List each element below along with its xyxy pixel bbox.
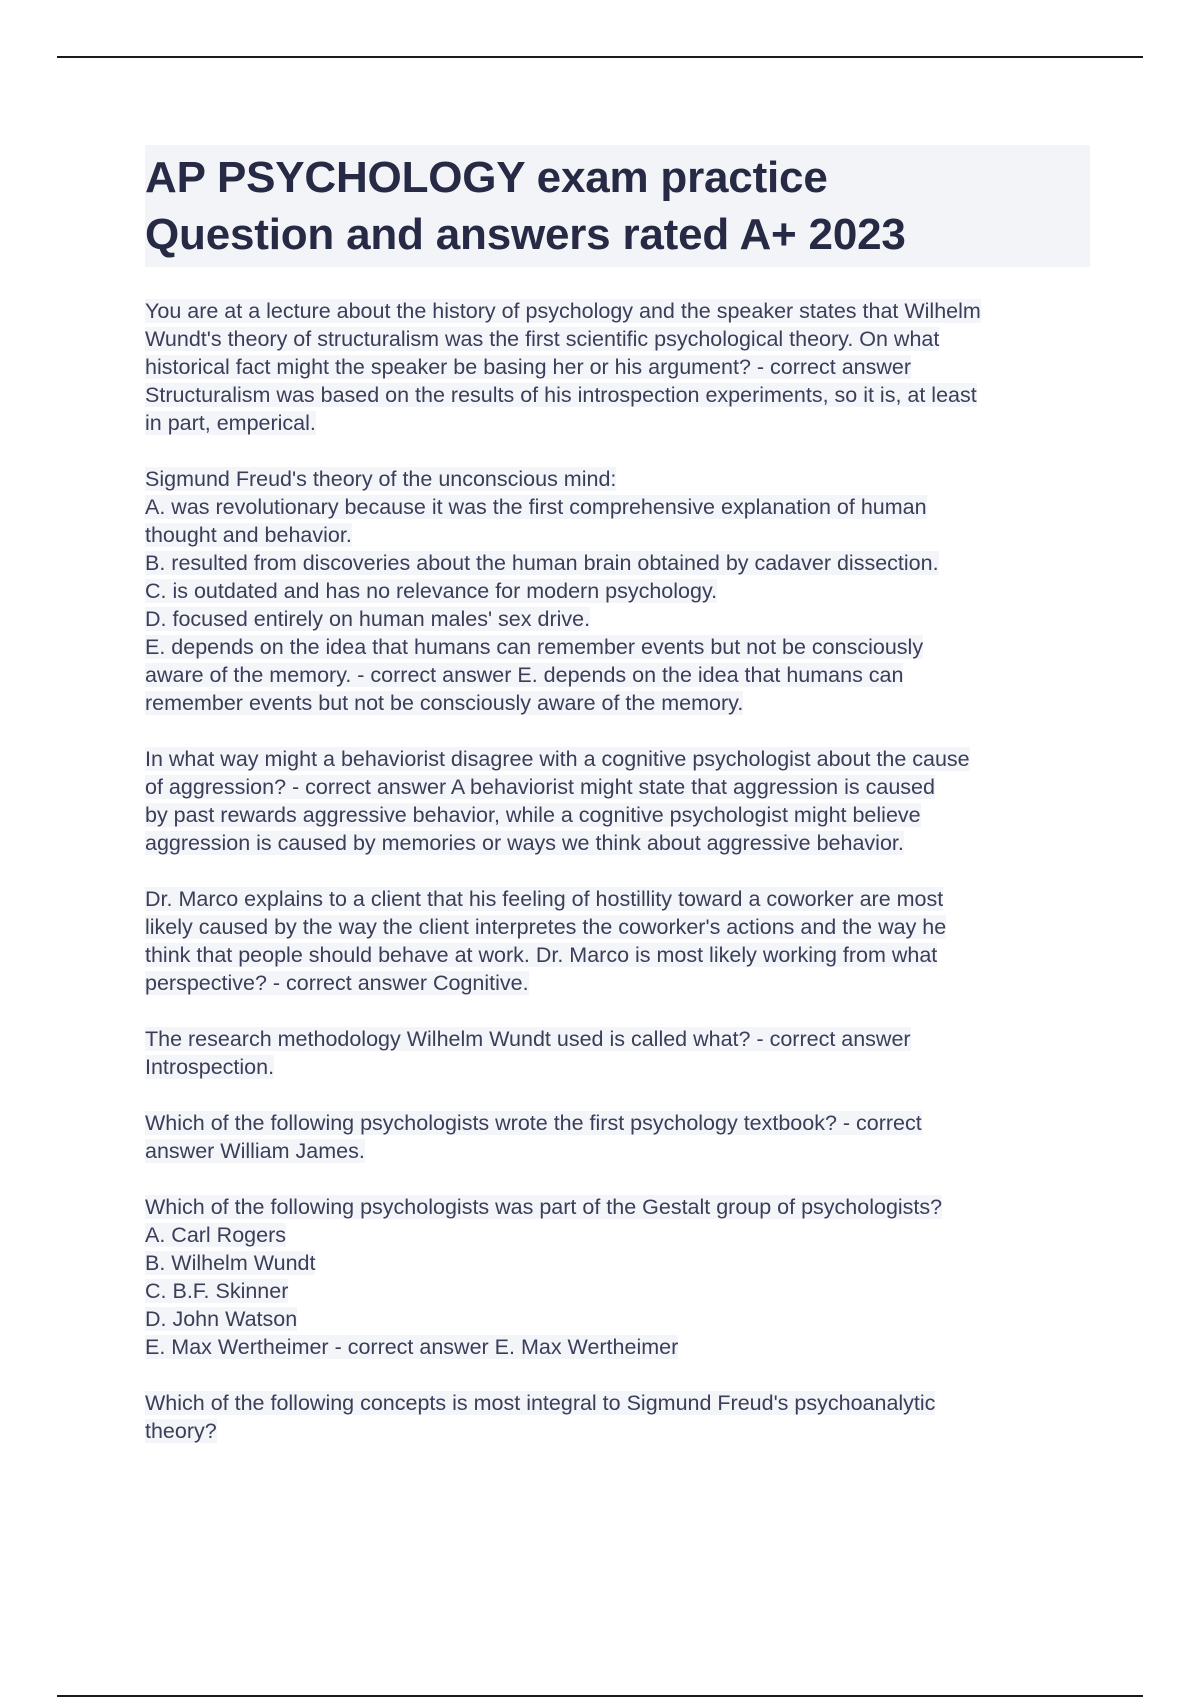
text-line: Sigmund Freud's theory of the unconscious mind: <box>145 467 617 491</box>
text-line: E. depends on the idea that humans can remember events but not be consciously <box>145 635 924 659</box>
title-line-2: Question and answers rated A+ 2023 <box>145 210 906 259</box>
text-line: The research methodology Wilhelm Wundt used is called what? - correct answer <box>145 1027 911 1051</box>
text-line: D. focused entirely on human males' sex drive. <box>145 607 591 631</box>
question-block <box>145 297 1090 437</box>
text-line: perspective? - correct answer Cognitive. <box>145 971 529 995</box>
question-list <box>145 297 1090 1445</box>
text-line: Introspection. <box>145 1055 275 1079</box>
text-line: by past rewards aggressive behavior, while a cognitive psychologist might believe <box>145 803 921 827</box>
text-line: historical fact might the speaker be basing her or his argument? - correct answer <box>145 355 912 379</box>
top-rule <box>57 56 1143 58</box>
text-line: Wundt's theory of structuralism was the first scientific psychological theory. On what <box>145 327 940 351</box>
bottom-rule <box>57 1695 1143 1697</box>
question-block <box>145 1193 1090 1361</box>
text-line: aggression is caused by memories or ways we think about aggressive behavior. <box>145 831 904 855</box>
text-line: In what way might a behaviorist disagree with a cognitive psychologist about the cause <box>145 747 970 771</box>
text-line: C. is outdated and has no relevance for modern psychology. <box>145 579 718 603</box>
text-line: C. B.F. Skinner <box>145 1279 289 1303</box>
text-line: A. Carl Rogers <box>145 1223 286 1247</box>
text-line: of aggression? - correct answer A behaviorist might state that aggression is caused <box>145 775 935 799</box>
text-line: Which of the following psychologists wrote the first psychology textbook? - correct <box>145 1111 922 1135</box>
question-block <box>145 1025 1090 1081</box>
text-line: aware of the memory. - correct answer E. depends on the idea that humans can <box>145 663 904 687</box>
document-title <box>145 145 1090 267</box>
question-block <box>145 1109 1090 1165</box>
text-line: Dr. Marco explains to a client that his feeling of hostillity toward a coworker are most <box>145 887 944 911</box>
question-block <box>145 885 1090 997</box>
text-line: thought and behavior. <box>145 523 352 547</box>
text-line: E. Max Wertheimer - correct answer E. Max Wertheimer <box>145 1335 679 1359</box>
text-line: answer William James. <box>145 1139 365 1163</box>
question-block <box>145 465 1090 717</box>
text-line: B. Wilhelm Wundt <box>145 1251 316 1275</box>
title-line-1: AP PSYCHOLOGY exam practice <box>145 153 828 202</box>
document-body <box>145 145 1090 1473</box>
question-block <box>145 745 1090 857</box>
text-line: theory? <box>145 1419 217 1443</box>
text-line: A. was revolutionary because it was the first comprehensive explanation of human <box>145 495 927 519</box>
text-line: Structuralism was based on the results of his introspection experiments, so it is, at least <box>145 383 977 407</box>
text-line: D. John Watson <box>145 1307 298 1331</box>
text-line: remember events but not be consciously aware of the memory. <box>145 691 744 715</box>
text-line: B. resulted from discoveries about the human brain obtained by cadaver dissection. <box>145 551 939 575</box>
text-line: You are at a lecture about the history of psychology and the speaker states that Wilhelm <box>145 299 981 323</box>
text-line: think that people should behave at work. Dr. Marco is most likely working from what <box>145 943 938 967</box>
question-block <box>145 1389 1090 1445</box>
text-line: Which of the following psychologists was part of the Gestalt group of psychologists? <box>145 1195 943 1219</box>
text-line: Which of the following concepts is most integral to Sigmund Freud's psychoanalytic <box>145 1391 936 1415</box>
text-line: in part, emperical. <box>145 411 316 435</box>
text-line: likely caused by the way the client interpretes the coworker's actions and the way he <box>145 915 947 939</box>
